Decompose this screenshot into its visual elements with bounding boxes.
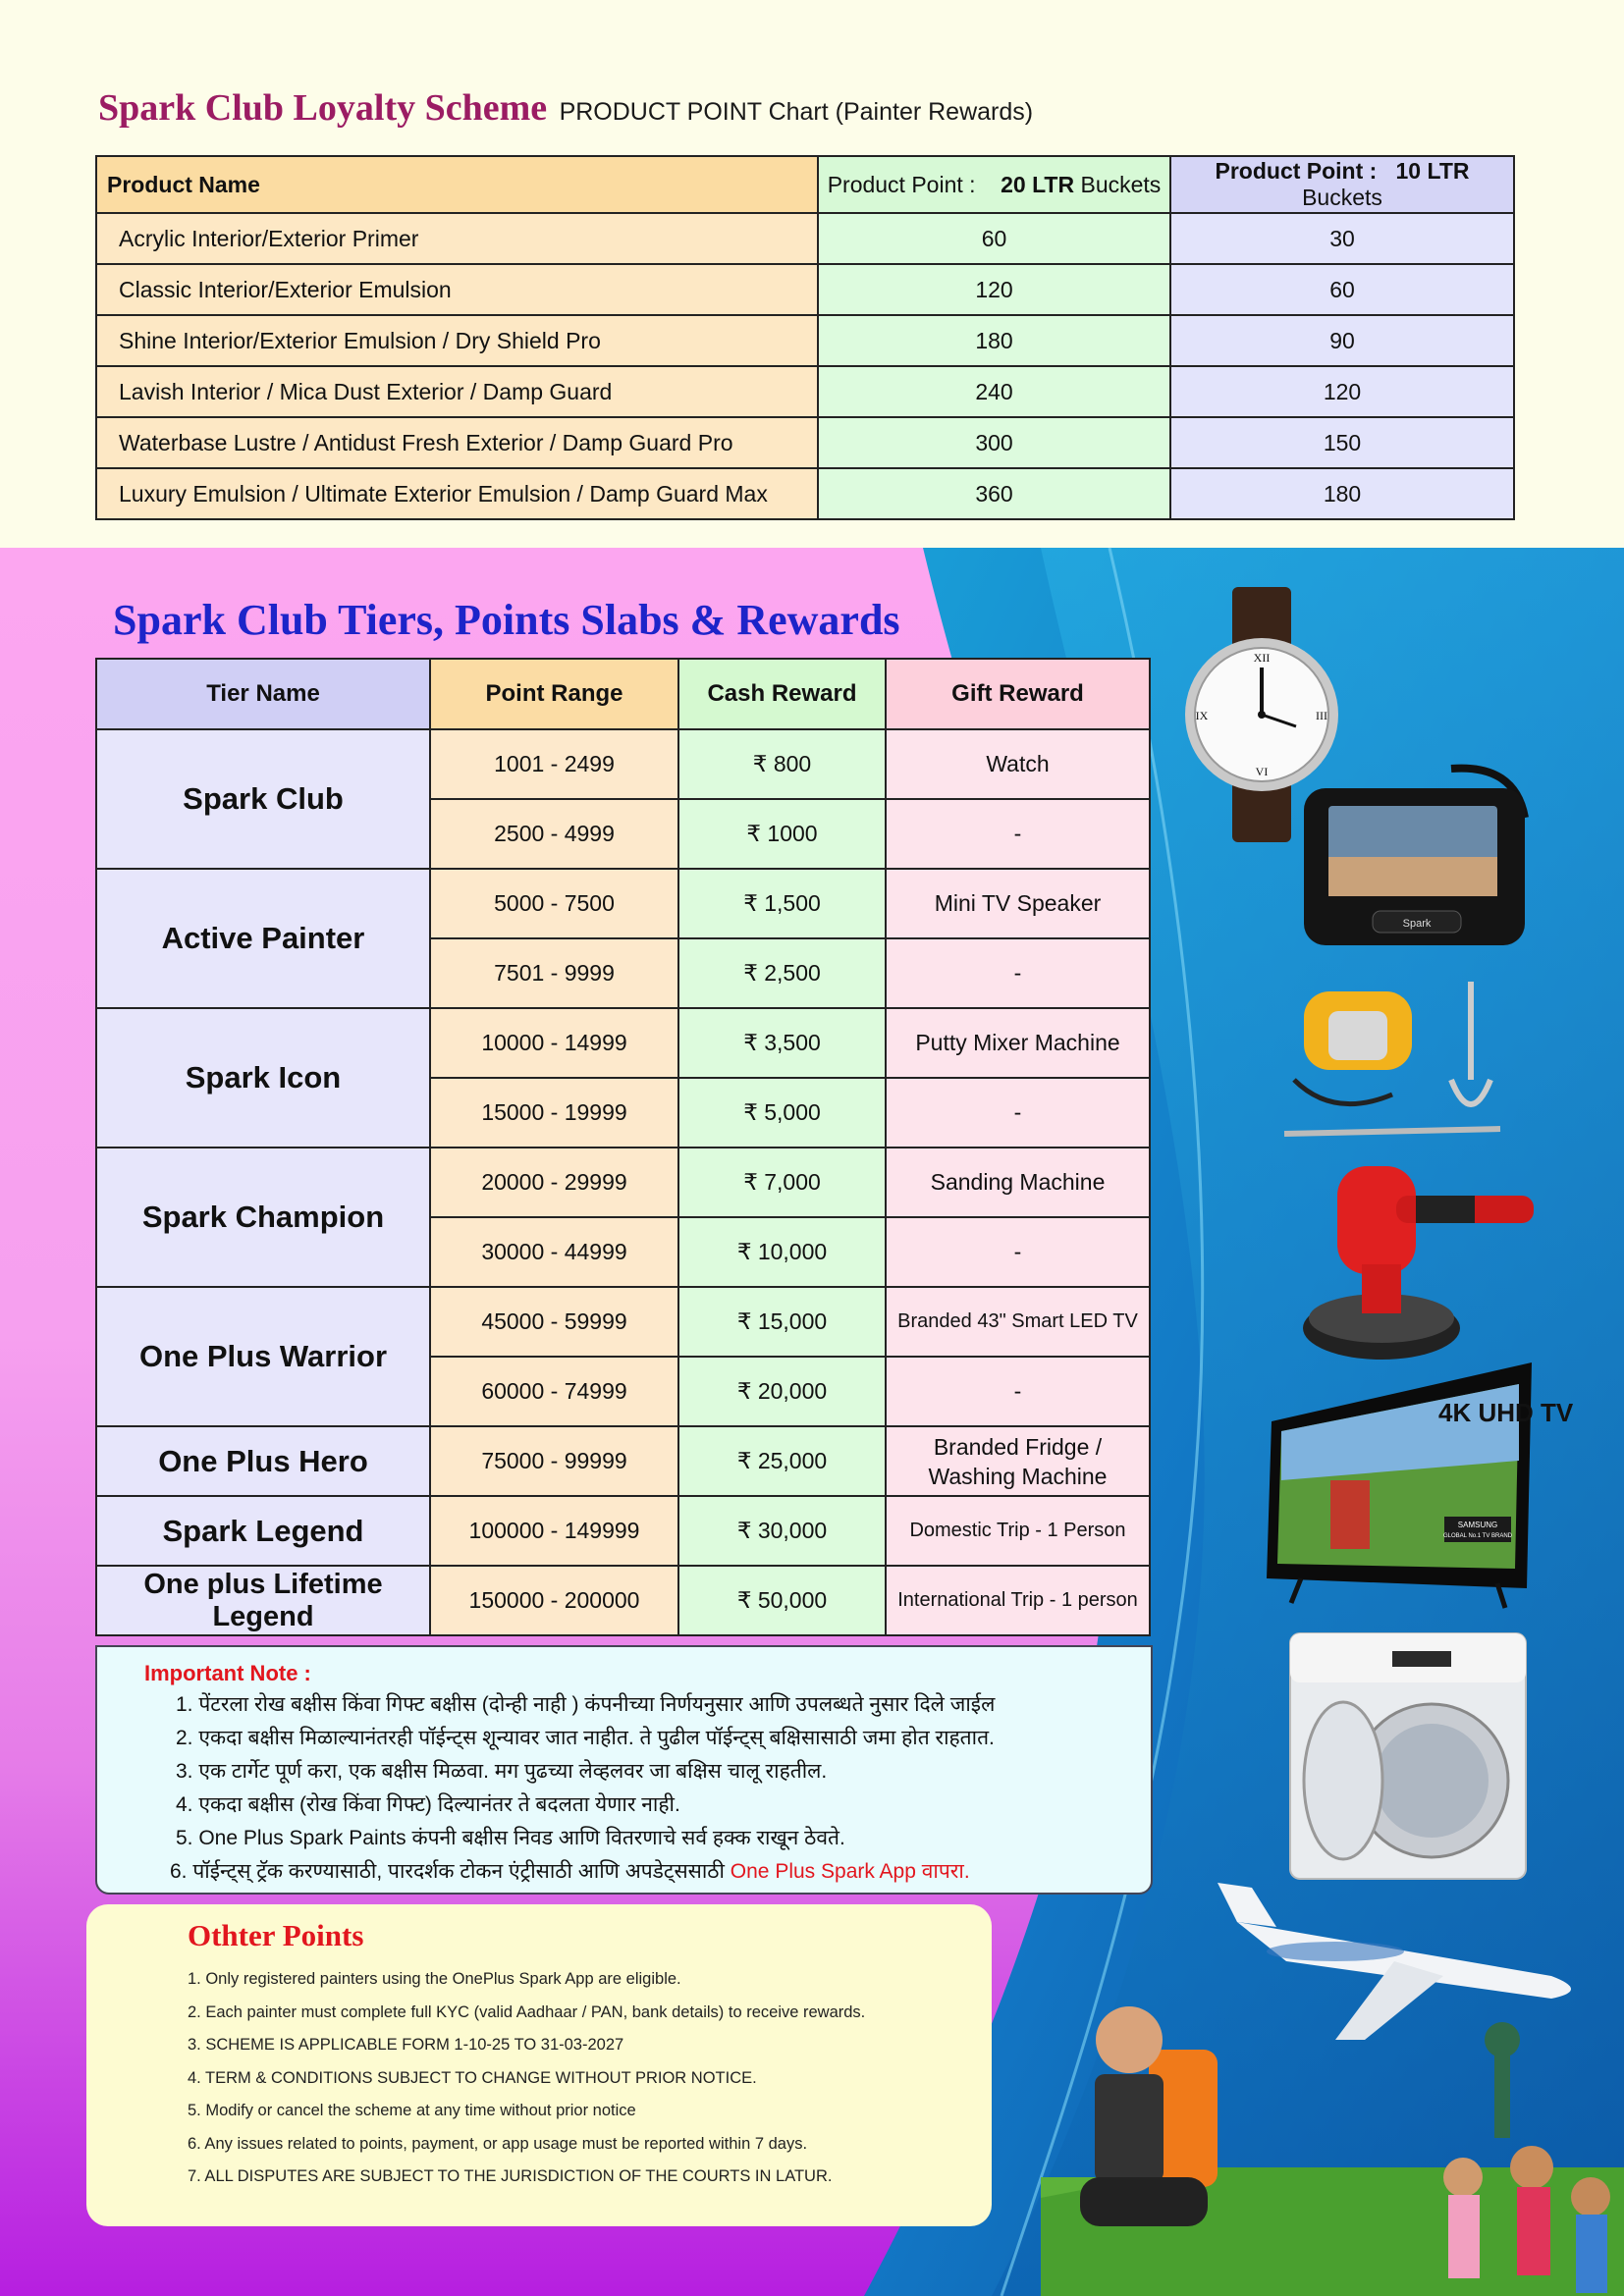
tier-table [95,658,1151,1636]
tv-badge-line1: SAMSUNG [1457,1521,1498,1529]
tv-label: 4K UHD TV [1438,1398,1574,1427]
cash-reward: ₹ 3,500 [678,1008,886,1078]
points-10ltr: 60 [1170,264,1514,315]
app-highlight: One Plus Spark App वापरा. [730,1860,970,1883]
tier-name: Spark Club [96,729,430,869]
points-10ltr: 120 [1170,366,1514,417]
header-20ltr-suffix: Buckets [1080,171,1162,197]
tier-name: One Plus Warrior [96,1287,430,1426]
table-row [96,1566,1150,1635]
point-range: 5000 - 7500 [430,869,678,938]
table-header-row [96,156,1514,213]
table-row [96,213,1514,264]
cash-reward: ₹ 30,000 [678,1496,886,1566]
table-row [96,264,1514,315]
cash-reward: ₹ 10,000 [678,1217,886,1287]
table-row [96,315,1514,366]
point-range: 100000 - 149999 [430,1496,678,1566]
tier-name: One Plus Hero [96,1426,430,1496]
cash-reward: ₹ 2,500 [678,938,886,1008]
page-title [98,86,1033,130]
points-10ltr: 90 [1170,315,1514,366]
points-20ltr: 360 [818,468,1170,519]
point-range: 7501 - 9999 [430,938,678,1008]
tv-badge-line2: GLOBAL No.1 TV BRAND [1442,1533,1513,1539]
point-range: 20000 - 29999 [430,1148,678,1217]
header-10ltr-suffix: Buckets [1302,185,1382,210]
point-range: 45000 - 59999 [430,1287,678,1357]
points-20ltr: 300 [818,417,1170,468]
cash-reward: ₹ 25,000 [678,1426,886,1496]
header-20ltr-prefix: Product Point : [827,171,976,197]
product-point-table [95,155,1515,520]
gift-reward: Domestic Trip - 1 Person [886,1496,1150,1566]
points-20ltr: 180 [818,315,1170,366]
point-range: 1001 - 2499 [430,729,678,799]
gift-reward: - [886,1217,1150,1287]
product-name: Acrylic Interior/Exterior Primer [96,213,818,264]
important-note-title: Important Note : [144,1661,311,1685]
points-20ltr: 60 [818,213,1170,264]
table-row [96,729,1150,799]
point-range: 60000 - 74999 [430,1357,678,1426]
cash-reward: ₹ 1000 [678,799,886,869]
point-range: 150000 - 200000 [430,1566,678,1635]
header-gift-reward: Gift Reward [886,659,1150,729]
tier-name: Spark Legend [96,1496,430,1566]
cash-reward: ₹ 7,000 [678,1148,886,1217]
header-tier-name: Tier Name [96,659,430,729]
point-range: 75000 - 99999 [430,1426,678,1496]
table-row [96,1148,1150,1217]
svg-text:XII: XII [1253,651,1271,665]
points-20ltr: 240 [818,366,1170,417]
product-name: Lavish Interior / Mica Dust Exterior / Damp Guard [96,366,818,417]
table-row [96,1008,1150,1078]
list-item [170,1855,1138,1889]
gift-reward: - [886,938,1150,1008]
point-range: 15000 - 19999 [430,1078,678,1148]
table-row [96,1426,1150,1496]
point-range: 30000 - 44999 [430,1217,678,1287]
chart-subtitle: PRODUCT POINT Chart (Painter Rewards) [559,98,1034,126]
header-20ltr [818,156,1170,213]
header-10ltr-prefix: Product Point : [1215,158,1378,184]
header-10ltr-size: 10 LTR [1395,158,1470,184]
other-points-box [86,1904,992,2226]
svg-text:VI: VI [1255,765,1269,778]
header-point-range: Point Range [430,659,678,729]
table-row [96,1287,1150,1357]
important-note-box [95,1645,1153,1895]
brand-title: Spark Club Loyalty Scheme [98,87,548,129]
list-item: 2. Each painter must complete full KYC (valid Aadhaar / PAN, bank details) to receive rewards. [188,2002,866,2021]
washing-machine-image [1284,1633,1535,1884]
svg-text:IX: IX [1195,709,1209,722]
cash-reward: ₹ 50,000 [678,1566,886,1635]
tiers-title: Spark Club Tiers, Points Slabs & Rewards [113,596,900,644]
tier-name: One plus Lifetime Legend [96,1566,430,1635]
list-item: 1. पेंटरला रोख बक्षीस किंवा गिफ्ट बक्षीस (दोन्ही नाही ) कंपनीच्या निर्णयनुसार आणि उपलब्धते नुसार दिले जाईल [176,1693,996,1716]
list-item: 7. ALL DISPUTES ARE SUBJECT TO THE JURISDICTION OF THE COURTS IN LATUR. [188,2167,833,2185]
list-item: 1. Only registered painters using the OnePlus Spark App are eligible. [188,1970,681,1988]
gift-reward: - [886,1078,1150,1148]
tiers-section [0,548,1624,2296]
table-header-row [96,659,1150,729]
list-item: 2. एकदा बक्षीस मिळाल्यानंतरही पॉईन्ट्स शून्यावर जात नाहीत. ते पुढील पॉईन्ट्स् बक्षिसासाठी जमा होत राहतात. [176,1727,995,1749]
product-name: Shine Interior/Exterior Emulsion / Dry Shield Pro [96,315,818,366]
sanding-machine-image [1298,1156,1543,1367]
points-10ltr: 150 [1170,417,1514,468]
points-10ltr: 30 [1170,213,1514,264]
table-row [96,417,1514,468]
table-row [96,468,1514,519]
header-10ltr [1170,156,1514,213]
mini-tv-speaker-image [1304,759,1532,945]
header-product-name: Product Name [96,156,818,213]
tier-name: Spark Champion [96,1148,430,1287]
cash-reward: ₹ 5,000 [678,1078,886,1148]
list-item: 4. एकदा बक्षीस (रोख किंवा गिफ्ट) दिल्यानंतर ते बदलता येणार नाही. [176,1793,680,1816]
product-name: Luxury Emulsion / Ultimate Exterior Emulsion / Damp Guard Max [96,468,818,519]
points-20ltr: 120 [818,264,1170,315]
table-row [96,366,1514,417]
important-note-list [170,1688,1138,1889]
product-point-section [0,0,1624,548]
speaker-brand: Spark [1402,918,1432,930]
list-item: 5. Modify or cancel the scheme at any time without prior notice [188,2102,636,2119]
note-item-6-text: 6. पॉईन्ट्स् ट्रॅक करण्यासाठी, पारदर्शक टोकन एंट्रीसाठी आणि अपडेट्ससाठी [170,1860,725,1883]
gift-reward: Putty Mixer Machine [886,1008,1150,1078]
svg-text:III: III [1316,709,1327,722]
gift-reward: Mini TV Speaker [886,869,1150,938]
list-item: 5. One Plus Spark Paints कंपनी बक्षीस निवड आणि वितरणाचे सर्व हक्क राखून ठेवते. [176,1827,845,1849]
table-row [96,869,1150,938]
gift-reward: Sanding Machine [886,1148,1150,1217]
cash-reward: ₹ 15,000 [678,1287,886,1357]
gift-reward: - [886,1357,1150,1426]
airplane-icon [1218,1883,1571,2040]
product-name: Waterbase Lustre / Antidust Fresh Exterior / Damp Guard Pro [96,417,818,468]
cash-reward: ₹ 1,500 [678,869,886,938]
smart-tv-image [1262,1362,1574,1618]
list-item: 6. Any issues related to points, payment, or app usage must be reported within 7 days. [188,2134,808,2153]
gift-reward: Branded Fridge / Washing Machine [886,1426,1150,1496]
point-range: 2500 - 4999 [430,799,678,869]
header-20ltr-size: 20 LTR [1001,171,1075,197]
gift-reward: Branded 43" Smart LED TV [886,1287,1150,1357]
header-cash-reward: Cash Reward [678,659,886,729]
travel-scene-image [1041,1883,1624,2296]
other-points-list [188,1963,865,2194]
cash-reward: ₹ 20,000 [678,1357,886,1426]
list-item: 3. SCHEME IS APPLICABLE FORM 1-10-25 TO 31-03-2027 [188,2036,624,2054]
cash-reward: ₹ 800 [678,729,886,799]
point-range: 10000 - 14999 [430,1008,678,1078]
product-name: Classic Interior/Exterior Emulsion [96,264,818,315]
gift-reward: International Trip - 1 person [886,1566,1150,1635]
tier-name: Spark Icon [96,1008,430,1148]
list-item: 3. एक टार्गेट पूर्ण करा, एक बक्षीस मिळवा. मग पुढच्या लेव्हलवर जा बक्षिस चालू राहतील. [176,1760,828,1783]
gift-reward: Watch [886,729,1150,799]
points-10ltr: 180 [1170,468,1514,519]
list-item: 4. TERM & CONDITIONS SUBJECT TO CHANGE WITHOUT PRIOR NOTICE. [188,2068,757,2087]
table-row [96,1496,1150,1566]
tier-name: Active Painter [96,869,430,1008]
gift-reward: - [886,799,1150,869]
putty-mixer-image [1274,972,1530,1148]
other-points-title: Othter Points [188,1918,364,1952]
